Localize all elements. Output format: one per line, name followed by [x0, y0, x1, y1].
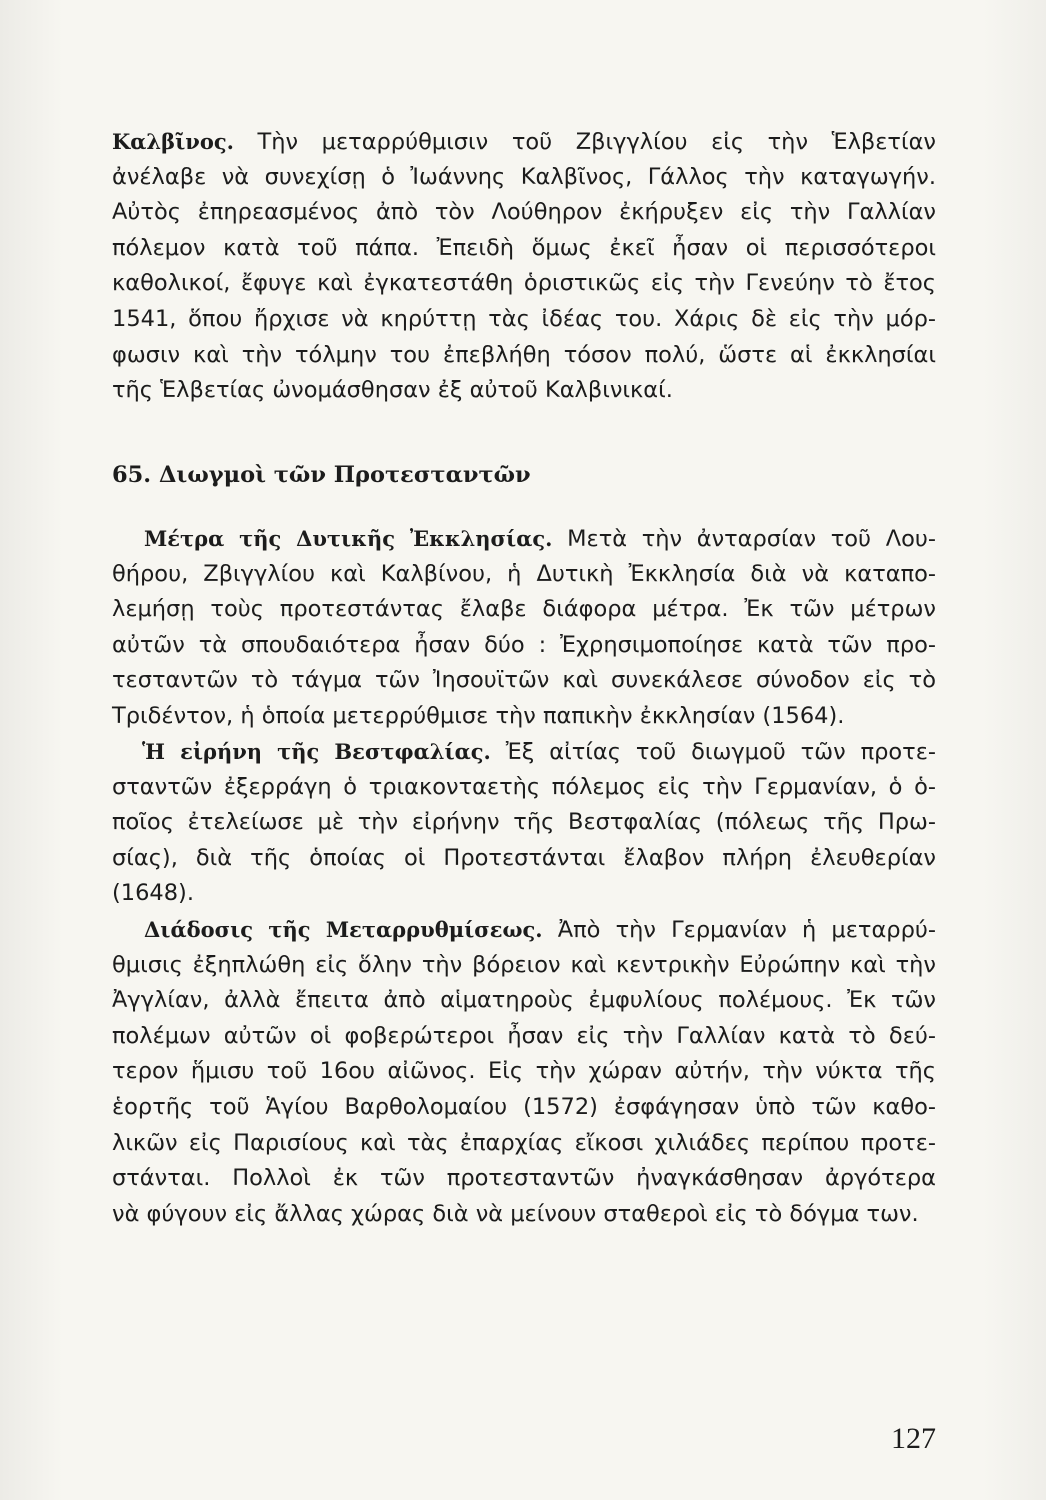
text-line: Ἡ εἰρήνη τῆς Βεστφαλίας. Ἐξ αἰτίας τοῦ διωγμοῦ τῶν προτε- — [142, 739, 936, 765]
text-line: Διάδοσις τῆς Μεταρρυθμίσεως. Ἀπὸ τὴν Γερμανίαν ἡ μεταρρύ- — [144, 917, 936, 943]
text-line: λικῶν εἰς Παρισίους καὶ τὰς ἐπαρχίας εἴκοσι χιλιάδες περίπου προτε- — [112, 1129, 936, 1156]
text-line: αὐτῶν τὰ σπουδαιότερα ἦσαν δύο : Ἐχρησιμοποίησε κατὰ τῶν προ- — [112, 631, 936, 658]
text-line: Καλβῖνος. Τὴν μεταρρύθμισιν τοῦ Ζβιγγλίου εἰς τὴν Ἑλβετίαν — [112, 129, 936, 155]
text-line: σταντῶν ἐξερράγη ὁ τριακονταετὴς πόλεμος εἰς τὴν Γερμανίαν, ὁ ὁ- — [112, 773, 936, 800]
text-line: Μέτρα τῆς Δυτικῆς Ἐκκλησίας. Μετὰ τὴν ἀνταρσίαν τοῦ Λου- — [144, 526, 936, 552]
text-line: καθολικοί, ἔφυγε καὶ ἐγκατεστάθη ὁριστικῶς εἰς τὴν Γενεύην τὸ ἔτος — [112, 270, 936, 297]
text-line: νὰ φύγουν εἰς ἄλλας χώρας διὰ νὰ μείνουν σταθεροὶ εἰς τὸ δόγμα των. — [112, 1200, 919, 1227]
text-line: σίας), διὰ τῆς ὁποίας οἱ Προτεστάνται ἔλαβον πλήρη ἐλευθερίαν — [112, 844, 936, 871]
page-number: 127 — [891, 1422, 936, 1455]
text-line: ποῖος ἐτελείωσε μὲ τὴν εἰρήνην τῆς Βεστφαλίας (πόλεως τῆς Πρω- — [112, 809, 936, 836]
paragraph-metra — [112, 521, 936, 735]
paragraph-kalvinos — [112, 124, 936, 409]
text-line: Τριδέντον, ἡ ὁποία μετερρύθμισε τὴν παπικὴν ἐκκλησίαν (1564). — [112, 702, 845, 729]
text-line: φωσιν καὶ τὴν τόλμην του ἐπεβλήθη τόσον πολύ, ὥστε αἱ ἐκκλησίαι — [112, 341, 936, 368]
text-line: τερον ἥμισυ τοῦ 16ου αἰῶνος. Εἰς τὴν χώραν αὐτήν, τὴν νύκτα τῆς — [112, 1058, 936, 1085]
paragraph-lead: Μέτρα τῆς Δυτικῆς Ἐκκλησίας. — [144, 526, 553, 551]
paragraph-diadosis — [112, 912, 936, 1232]
text-line: τεσταντῶν τὸ τάγμα τῶν Ἰησουϊτῶν καὶ συνεκάλεσε σύνοδον εἰς τὸ — [112, 667, 936, 694]
text-line: πόλεμον κατὰ τοῦ πάπα. Ἐπειδὴ ὅμως ἐκεῖ ἦσαν οἱ περισσότεροι — [112, 234, 936, 261]
text-line: θμισις ἐξηπλώθη εἰς ὅλην τὴν βόρειον καὶ κεντρικὴν Εὐρώπην καὶ τὴν — [112, 951, 936, 978]
text-line: πολέμων αὐτῶν οἱ φοβερώτεροι ἦσαν εἰς τὴν Γαλλίαν κατὰ τὸ δεύ- — [112, 1022, 936, 1049]
paragraph-eirini — [112, 734, 936, 912]
paragraph-lead: Καλβῖνος. — [112, 129, 234, 154]
text-line: ἑορτῆς τοῦ Ἁγίου Βαρθολομαίου (1572) ἐσφάγησαν ὑπὸ τῶν καθο- — [112, 1093, 936, 1120]
text-line: λεμήσῃ τοὺς προτεστάντας ἔλαβε διάφορα μέτρα. Ἐκ τῶν μέτρων — [112, 596, 936, 623]
text-line: θήρου, Ζβιγγλίου καὶ Καλβίνου, ἡ Δυτικὴ Ἐκκλησία διὰ νὰ καταπο- — [112, 560, 936, 587]
paragraph-lead: Ἡ εἰρήνη τῆς Βεστφαλίας. — [142, 739, 491, 764]
paragraph-lead: Διάδοσις τῆς Μεταρρυθμίσεως. — [144, 917, 543, 942]
text-line: ἀνέλαβε νὰ συνεχίσῃ ὁ Ἰωάννης Καλβῖνος, Γάλλος τὴν καταγωγήν. — [112, 163, 936, 190]
text-line: 1541, ὅπου ἤρχισε νὰ κηρύττῃ τὰς ἰδέας του. Χάρις δὲ εἰς τὴν μόρ- — [112, 305, 936, 332]
section-heading: 65. Διωγμοὶ τῶν Προτεσταντῶν — [112, 462, 531, 488]
text-line: Ἀγγλίαν, ἀλλὰ ἔπειτα ἀπὸ αἱματηροὺς ἐμφυλίους πολέμους. Ἐκ τῶν — [112, 987, 936, 1014]
text-line: Αὐτὸς ἐπηρεασμένος ἀπὸ τὸν Λούθηρον ἐκήρυξεν εἰς τὴν Γαλλίαν — [112, 199, 936, 226]
text-line: (1648). — [112, 880, 194, 907]
text-line: στάνται. Πολλοὶ ἐκ τῶν προτεσταντῶν ἠναγκάσθησαν ἀργότερα — [112, 1165, 936, 1192]
text-line: τῆς Ἑλβετίας ὠνομάσθησαν ἐξ αὐτοῦ Καλβινικαί. — [112, 377, 673, 404]
